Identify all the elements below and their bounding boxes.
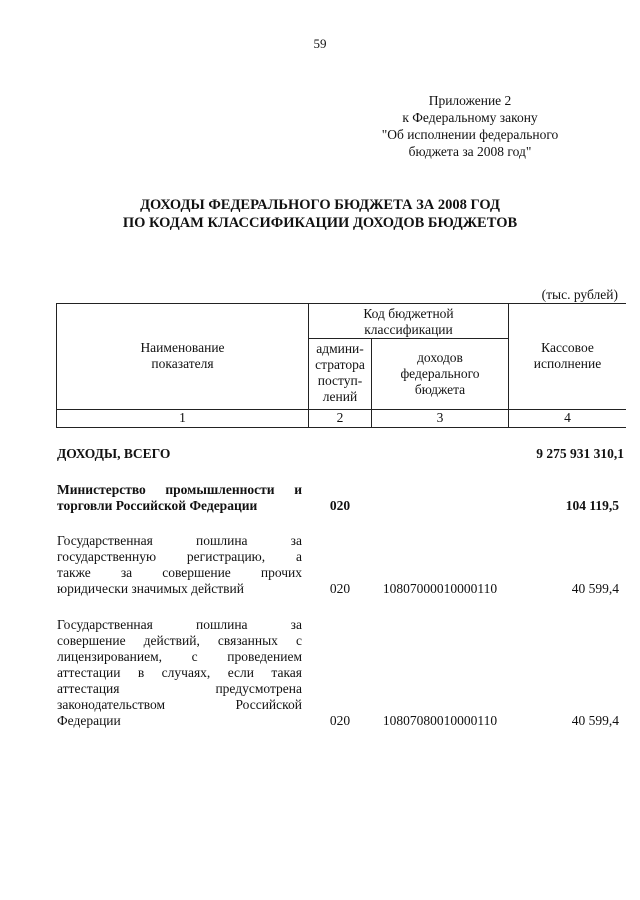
header-text: Код бюджетной (363, 306, 454, 321)
grid-line (56, 427, 626, 428)
table-row-name (57, 533, 302, 597)
total-label: ДОХОДЫ, ВСЕГО (57, 446, 171, 461)
ministry-name-line: торговли Российской Федерации (57, 498, 258, 513)
appendix-line: бюджета за 2008 год" (408, 144, 532, 159)
row-name-line: законодательством Российской (57, 697, 302, 712)
row-name-line: Государственная пошлина за (57, 533, 302, 548)
grid-line (308, 338, 508, 339)
row-admin-code: 020 (329, 581, 351, 596)
row-amount: 40 599,4 (571, 713, 619, 728)
column-number: 4 (564, 410, 571, 425)
row-name-line: совершение действий, связанных с (57, 633, 302, 648)
header-text: исполнение (533, 356, 602, 371)
units-label: (тыс. рублей) (541, 287, 618, 302)
header-text: бюджета (414, 382, 466, 397)
ministry-admin-code: 020 (329, 498, 351, 513)
header-text: Наименование (140, 340, 225, 355)
appendix-reference (355, 92, 585, 160)
row-amount: 40 599,4 (571, 581, 619, 596)
header-text: классификации (364, 322, 453, 337)
row-name-line: лицензированием, с проведением (57, 649, 302, 664)
header-income (372, 350, 508, 398)
header-text: стратора (315, 357, 365, 372)
row-admin-code: 020 (329, 713, 351, 728)
header-name (57, 340, 308, 372)
document-title (40, 196, 600, 232)
header-admin (309, 341, 371, 405)
appendix-line: к Федеральному закону (402, 110, 538, 125)
row-name-line: Федерации (57, 713, 121, 728)
row-name-line: также за совершение прочих (57, 565, 302, 580)
header-code-group (309, 306, 508, 338)
row-name-line: Государственная пошлина за (57, 617, 302, 632)
header-text: поступ- (317, 373, 363, 388)
ministry-amount: 104 119,5 (565, 498, 619, 513)
appendix-line: Приложение 2 (428, 93, 512, 108)
header-text: лений (322, 389, 358, 404)
column-number: 1 (179, 410, 186, 425)
header-text: админи- (316, 341, 364, 356)
table-row-name (57, 617, 302, 729)
header-execution (509, 340, 626, 372)
title-line: ПО КОДАМ КЛАССИФИКАЦИИ ДОХОДОВ БЮДЖЕТОВ (122, 215, 518, 231)
ministry-name (57, 498, 302, 514)
page-number: 59 (313, 36, 327, 51)
row-income-code: 10807080010000110 (382, 713, 498, 728)
row-name-line: юридически значимых действий (57, 581, 244, 596)
header-text: доходов (417, 350, 463, 365)
row-income-code: 10807000010000110 (382, 581, 498, 596)
appendix-line: "Об исполнении федерального (381, 127, 559, 142)
title-line: ДОХОДЫ ФЕДЕРАЛЬНОГО БЮДЖЕТА ЗА 2008 ГОД (140, 197, 500, 213)
header-text: федерального (400, 366, 480, 381)
header-text: Кассовое (541, 340, 594, 355)
grid-line (56, 303, 626, 304)
row-name-line: государственную регистрацию, а (57, 549, 302, 564)
total-amount: 9 275 931 310,1 (536, 446, 624, 461)
column-number: 3 (436, 410, 444, 425)
row-name-line: аттестации в случаях, если такая (57, 665, 302, 680)
ministry-name (57, 482, 302, 498)
header-text: показателя (151, 356, 214, 371)
column-number: 2 (336, 410, 344, 425)
row-name-line: аттестация предусмотрена (57, 681, 302, 696)
ministry-name-line: Министерство промышленности и (57, 482, 302, 497)
